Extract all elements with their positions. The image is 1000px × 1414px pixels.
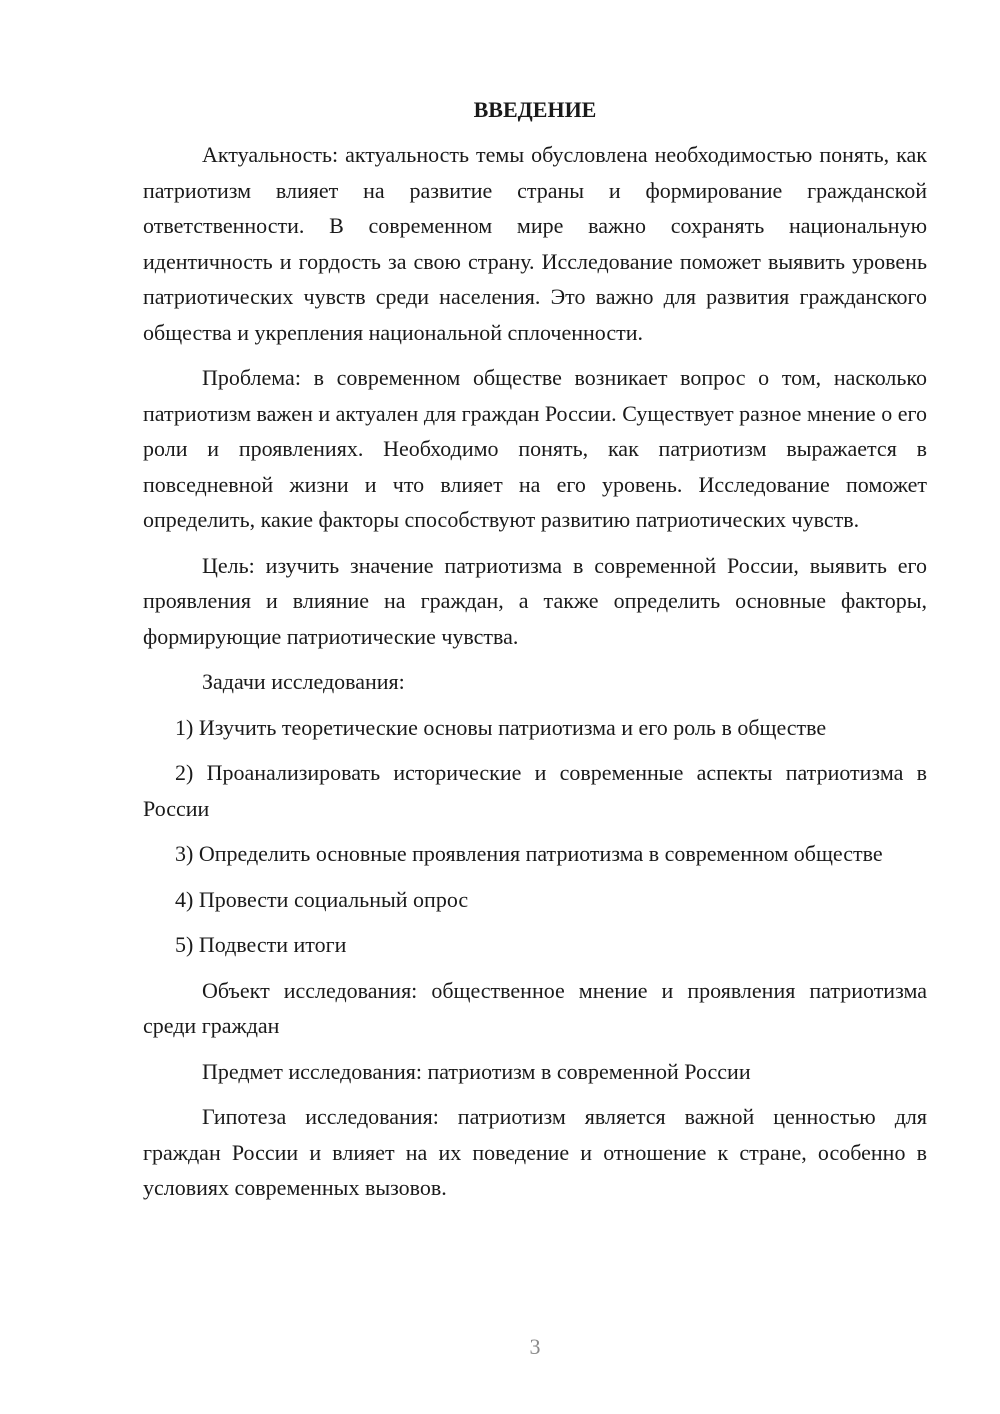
- task-item-3: 3) Определить основные проявления патриотизма в современном обществе: [175, 841, 883, 866]
- task-item-4: 4) Провести социальный опрос: [175, 886, 469, 912]
- tasks-heading: Задачи исследования:: [202, 669, 405, 694]
- paragraph-hypothesis: Гипотеза исследования: патриотизм является важной ценностью для граждан России и влияет на их поведение и отношение к стране, особенно в условиях современных вызовов.: [143, 1104, 927, 1200]
- task-item-5: 5) Подвести итоги: [175, 932, 347, 957]
- task-item-2: 2) Проанализировать исторические и современные аспекты патриотизма в России: [143, 760, 927, 821]
- paragraph-object: Объект исследования: общественное мнение и проявления патриотизма среди граждан: [143, 977, 927, 1038]
- page-number: 3: [529, 1334, 541, 1359]
- paragraph-problem: Проблема: в современном обществе возникает вопрос о том, насколько патриотизм важен и актуален для граждан России. Существует разное мнение о его роли и проявлениях. Необходимо понять, как патриотизм выражается в повседневной жизни и что влияет на его уровень. Исследование поможет определить, какие факторы способствуют развитию патриотических чувств.: [143, 365, 927, 532]
- paragraph-relevance: Актуальность: актуальность темы обусловлена необходимостью понять, как патриотизм влияет на развитие страны и формирование гражданской ответственности. В современном мире важно сохранять национальную идентичность и гордость за свою страну. Исследование поможет выявить уровень патриотических чувств среди населения. Это важно для развития гражданского общества и укрепления национальной сплоченности.: [143, 142, 927, 345]
- page-content: [143, 92, 927, 1216]
- paragraph-subject: Предмет исследования: патриотизм в современной России: [202, 1058, 751, 1084]
- section-title: ВВЕДЕНИЕ: [473, 97, 597, 122]
- paragraph-goal: Цель: изучить значение патриотизма в современной России, выявить его проявления и влияние на граждан, а также определить основные факторы, формирующие патриотические чувства.: [143, 552, 927, 649]
- task-item-1: 1) Изучить теоретические основы патриотизма и его роль в обществе: [175, 714, 827, 740]
